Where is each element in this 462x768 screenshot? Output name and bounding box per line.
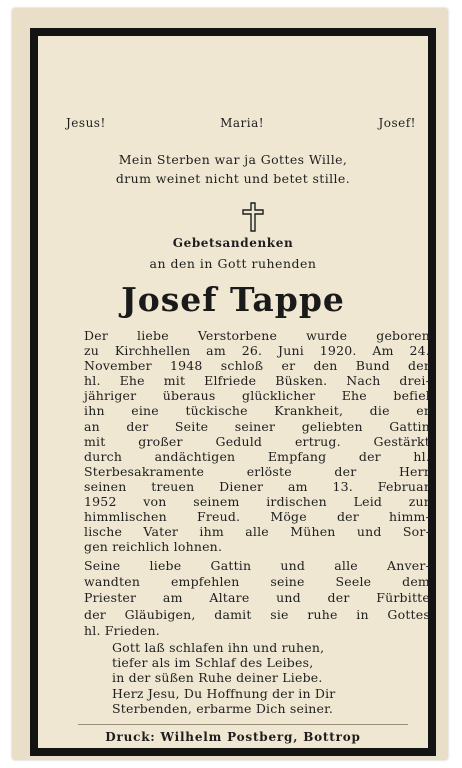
commendation-line: Seine liebe Gattin und alle Anver- [84, 558, 430, 573]
printer-credit: Druck: Wilhelm Postberg, Bottrop [105, 730, 361, 744]
memorial-card [12, 8, 448, 760]
bio-line: hl. Ehe mit Elfriede Büsken. Nach drei- [84, 373, 430, 389]
bio-line: November 1948 schloß er den Bund der [84, 358, 430, 374]
heading-gebetsandenken: Gebetsandenken [172, 236, 294, 250]
bio-line: gen reichlich lohnen. [84, 539, 223, 555]
prayer-line: Herz Jesu, Du Hoffnung der in Dir [112, 685, 336, 701]
prayer-line: Sterbenden, erbarme Dich seiner. [112, 700, 334, 716]
motto-verse [38, 150, 428, 188]
commendation-line: Priester am Altare und der Fürbitte [84, 590, 430, 606]
mourning-border-frame [30, 28, 436, 756]
prayer-line: tiefer als im Schlaf des Leibes, [112, 655, 314, 671]
card-content [38, 36, 428, 748]
commendation-line: wandten empfehlen seine Seele dem [84, 574, 430, 590]
invocation-josef: Josef! [378, 116, 416, 130]
subheading: an den in Gott ruhenden [149, 256, 317, 271]
closing-prayer [112, 640, 430, 716]
bio-line: ihn eine tückische Krankheit, die er [84, 403, 430, 419]
deceased-name: Josef Tappe [121, 280, 345, 319]
bio-line: mit großer Geduld ertrug. Gestärkt [84, 433, 430, 449]
motto-line: drum weinet nicht und betet stille. [115, 171, 351, 186]
invocations-row [66, 116, 416, 130]
bio-line: zu Kirchhellen am 26. Juni 1920. Am 24. [84, 343, 430, 359]
bio-line: Sterbesakramente erlöste der Herr [84, 463, 430, 479]
footer-divider [78, 724, 408, 725]
biography-paragraph [84, 328, 430, 554]
bio-line: lische Vater ihm alle Mühen und Sor- [84, 524, 430, 540]
bio-line: an der Seite seiner geliebten Gattin [84, 418, 430, 434]
bio-line: Der liebe Verstorbene wurde geboren [84, 328, 430, 343]
bio-line: 1952 von seinem irdischen Leid zur [84, 494, 430, 510]
invocation-jesus: Jesus! [66, 116, 106, 130]
bio-line: himmlischen Freud. Möge der himm- [84, 509, 430, 525]
latin-cross-icon [242, 202, 264, 232]
motto-line: Mein Sterben war ja Gottes Wille, [118, 152, 348, 167]
commendation-line: hl. Frieden. [84, 622, 160, 638]
prayer-line: in der süßen Ruhe deiner Liebe. [112, 670, 323, 686]
commendation-paragraph [84, 558, 430, 639]
prayer-line: Gott laß schlafen ihn und ruhen, [112, 640, 325, 655]
invocation-maria: Maria! [220, 116, 265, 130]
bio-line: seinen treuen Diener am 13. Februar [84, 478, 430, 494]
bio-line: jähriger überaus glücklicher Ehe befiel [84, 388, 430, 404]
bio-line: durch andächtigen Empfang der hl. [84, 448, 430, 464]
commendation-line: der Gläubigen, damit sie ruhe in Gottes [84, 606, 430, 622]
